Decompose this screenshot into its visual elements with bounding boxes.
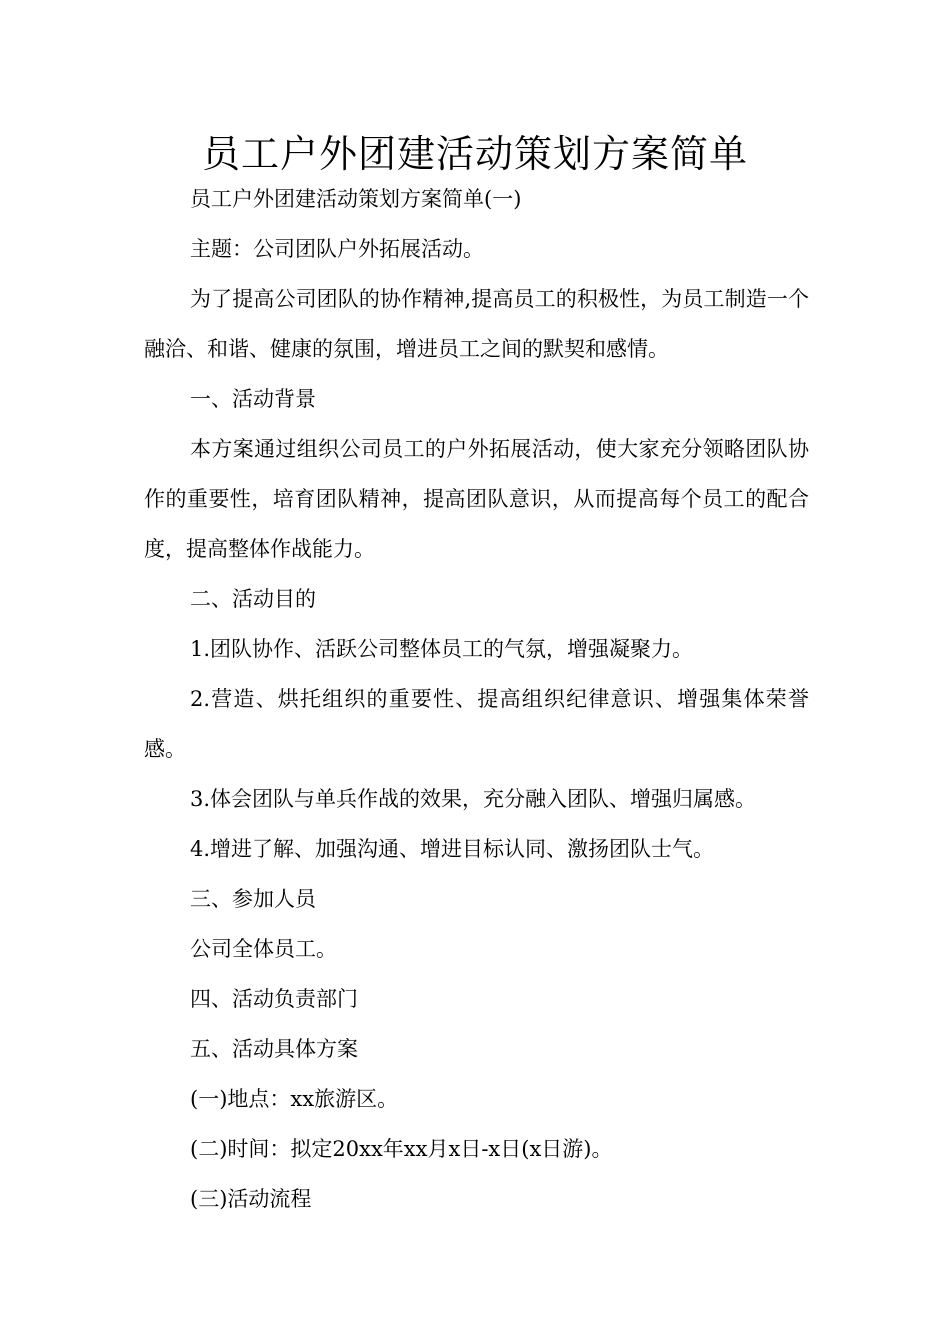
background-paragraph: 本方案通过组织公司员工的户外拓展活动，使大家充分领略团队协作的重要性，培育团队精神，提高团队意识，从而提高每个员工的配合度，提高整体作战能力。 [144,437,809,561]
section-heading-plan: 五、活动具体方案 [190,1037,358,1061]
subtitle-paragraph: 员工户外团建活动策划方案简单(一) [190,187,522,211]
section-heading-background: 一、活动背景 [190,387,316,411]
plan-process: (三)活动流程 [190,1187,312,1211]
document-title: 员工户外团建活动策划方案简单 [201,132,748,176]
document-body [144,174,809,1224]
plan-location: (一)地点：xx旅游区。 [190,1087,399,1111]
section-heading-goals: 二、活动目的 [190,587,316,611]
goal-item-1: 1.团队协作、活跃公司整体员工的气氛，增强凝聚力。 [190,637,694,661]
theme-paragraph: 主题：公司团队户外拓展活动。 [190,237,484,261]
section-heading-participants: 三、参加人员 [190,887,316,911]
goal-item-3: 3.体会团队与单兵作战的效果，充分融入团队、增强归属感。 [190,787,757,811]
goal-item-2: 2.营造、烘托组织的重要性、提高组织纪律意识、增强集体荣誉感。 [144,687,809,761]
plan-time: (二)时间：拟定20xx年xx月x日-x日(x日游)。 [190,1137,613,1161]
goal-item-4: 4.增进了解、加强沟通、增进目标认同、激扬团队士气。 [190,837,715,861]
participants-paragraph: 公司全体员工。 [190,937,337,961]
purpose-intro-paragraph: 为了提高公司团队的协作精神,提高员工的积极性，为员工制造一个融洽、和谐、健康的氛围，增进员工之间的默契和感情。 [144,287,809,361]
section-heading-department: 四、活动负责部门 [190,987,358,1011]
